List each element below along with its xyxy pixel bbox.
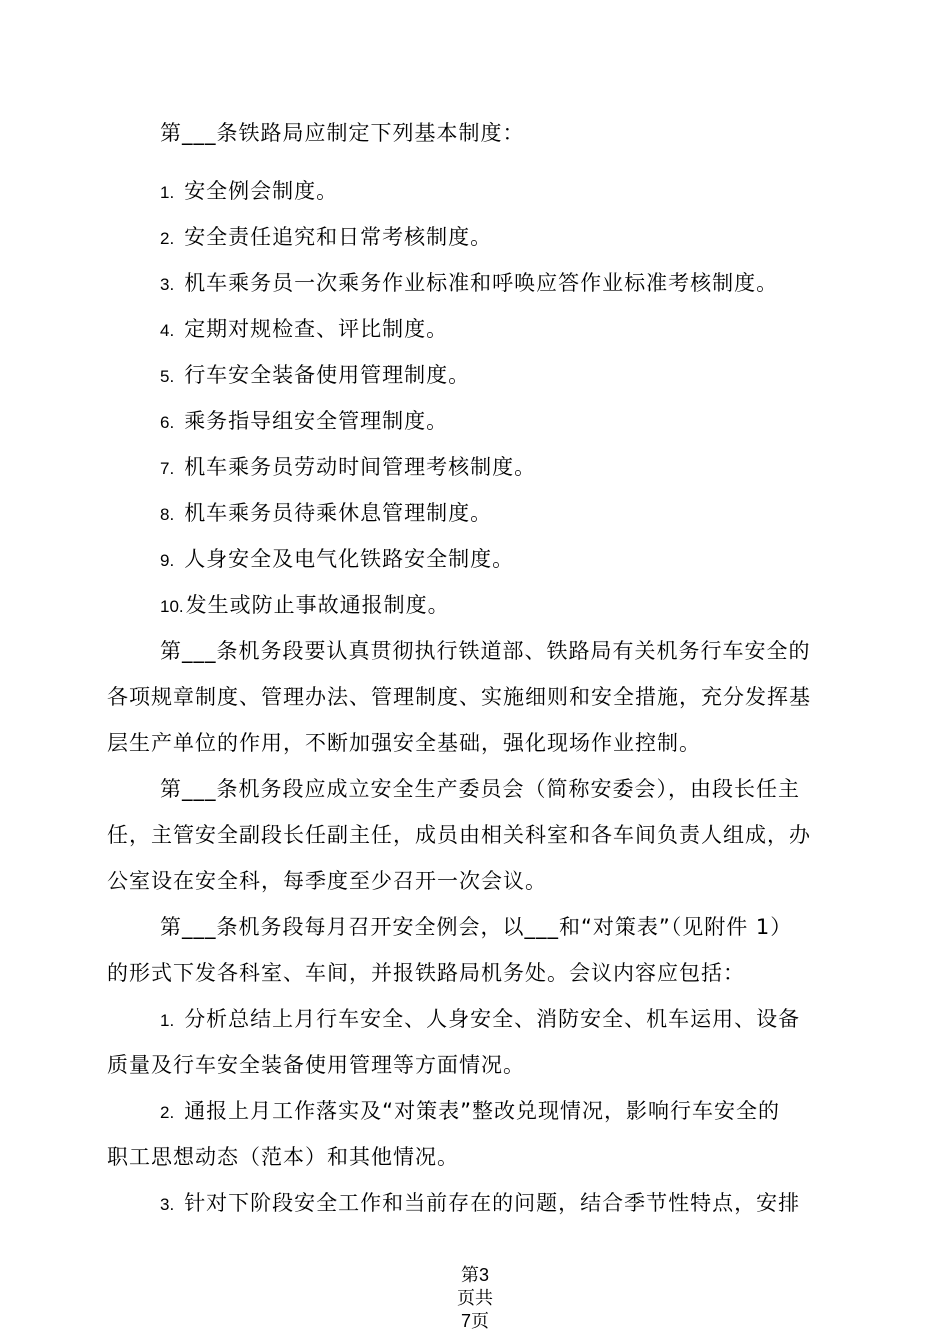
page-number-line: 7页 xyxy=(460,1311,489,1331)
article-heading: 第___条铁路局应制定下列基本制度： xyxy=(160,121,525,145)
list-item xyxy=(160,406,448,438)
paragraph-line: 层生产单位的作用，不断加强安全基础，强化现场作业控制。 xyxy=(107,731,701,755)
list-item-text: 安全例会制度。 xyxy=(184,179,339,203)
list-item xyxy=(160,1096,780,1128)
list-item-number: 6. xyxy=(160,413,175,432)
list-item-number: 2. xyxy=(160,1103,175,1122)
list-item-number: 5. xyxy=(160,367,175,386)
list-item xyxy=(160,314,448,346)
list-item xyxy=(160,176,338,208)
list-item-number: 8. xyxy=(160,505,175,524)
list-item xyxy=(160,360,470,392)
list-item-text: 分析总结上月行车安全、人身安全、消防安全、机车运用、设备 xyxy=(184,1007,801,1031)
list-item-text: 通报上月工作落实及“对策表”整改兑现情况，影响行车安全的 xyxy=(184,1099,780,1123)
list-item xyxy=(160,1004,800,1036)
list-item-number: 7. xyxy=(160,459,175,478)
page-number-line: 第3 xyxy=(460,1265,489,1285)
list-item-text: 安全责任追究和日常考核制度。 xyxy=(184,225,493,249)
paragraph-line: 的形式下发各科室、车间，并报铁路局机务处。会议内容应包括： xyxy=(107,961,745,985)
list-item-text: 人身安全及电气化铁路安全制度。 xyxy=(184,547,515,571)
list-item xyxy=(160,268,778,300)
list-item-number: 9. xyxy=(160,551,175,570)
list-item xyxy=(160,222,492,254)
list-item xyxy=(160,544,514,576)
paragraph-line: 公室设在安全科，每季度至少召开一次会议。 xyxy=(107,869,547,893)
list-item xyxy=(160,1188,800,1220)
page-number-footer xyxy=(0,1264,950,1333)
list-item-number: 3. xyxy=(160,275,175,294)
list-item-continuation: 职工思想动态（范本）和其他情况。 xyxy=(107,1145,459,1169)
list-item-text: 机车乘务员一次乘务作业标准和呼唤应答作业标准考核制度。 xyxy=(184,271,779,295)
list-item-number: 4. xyxy=(160,321,175,340)
list-item-continuation: 质量及行车安全装备使用管理等方面情况。 xyxy=(107,1053,525,1077)
list-item-text: 行车安全装备使用管理制度。 xyxy=(184,363,471,387)
list-item-text: 乘务指导组安全管理制度。 xyxy=(184,409,449,433)
list-item xyxy=(160,590,450,622)
list-item-number: 1. xyxy=(160,1011,175,1030)
list-item-number: 10. xyxy=(160,597,184,616)
list-item-number: 2. xyxy=(160,229,175,248)
list-item xyxy=(160,498,492,530)
list-item xyxy=(160,452,536,484)
page-number-line: 页共 xyxy=(457,1288,493,1308)
paragraph-line: 第___条机务段要认真贯彻执行铁道部、铁路局有关机务行车安全的 xyxy=(160,639,811,663)
list-item-text: 针对下阶段安全工作和当前存在的问题，结合季节性特点，安排 xyxy=(184,1191,801,1215)
list-item-text: 机车乘务员劳动时间管理考核制度。 xyxy=(184,455,537,479)
paragraph-line: 第___条机务段应成立安全生产委员会（简称安委会），由段长任主 xyxy=(160,777,800,801)
list-item-text: 定期对规检查、评比制度。 xyxy=(184,317,449,341)
list-item-text: 机车乘务员待乘休息管理制度。 xyxy=(184,501,493,525)
list-item-text: 发生或防止事故通报制度。 xyxy=(185,593,450,617)
paragraph-line: 任，主管安全副段长任副主任，成员由相关科室和各车间负责人组成，办 xyxy=(107,823,811,847)
paragraph-line: 各项规章制度、管理办法、管理制度、实施细则和安全措施，充分发挥基 xyxy=(107,685,811,709)
list-item-number: 3. xyxy=(160,1195,175,1214)
paragraph-line: 第___条机务段每月召开安全例会，以___和“对策表”（见附件 1） xyxy=(160,915,793,939)
list-item-number: 1. xyxy=(160,183,175,202)
